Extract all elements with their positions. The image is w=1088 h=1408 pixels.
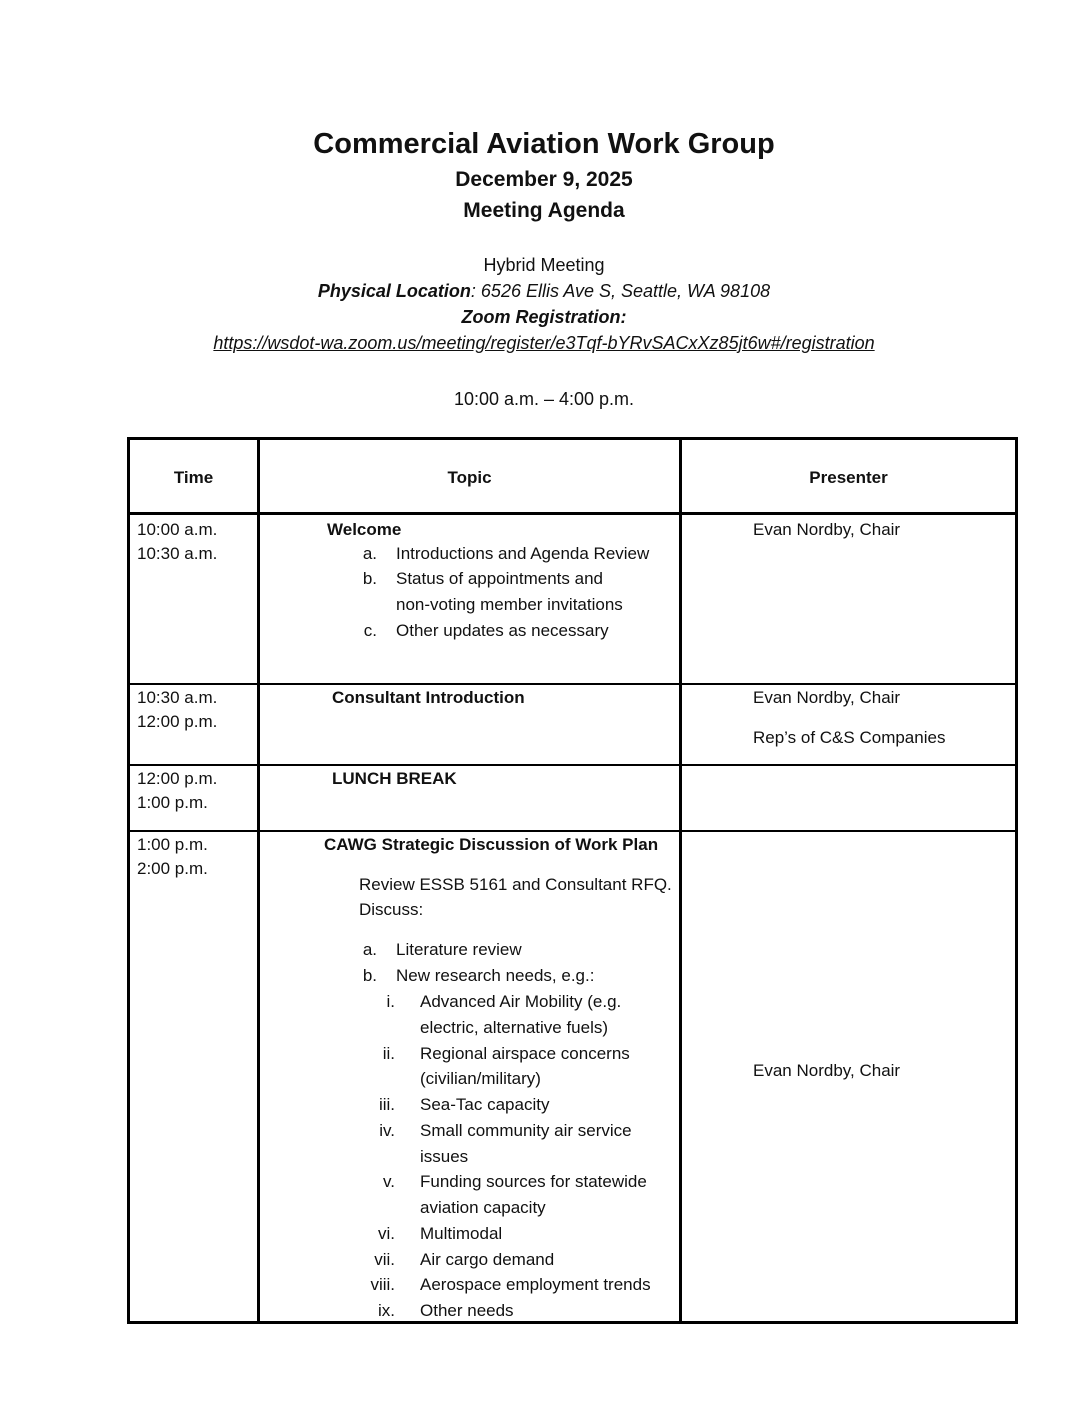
time-end: 1:00 p.m. [137,793,208,812]
presenter: Evan Nordby, Chair [753,1061,901,1080]
topic-title: Consultant Introduction [332,688,525,707]
row-divider [127,683,1018,685]
meeting-date: December 9, 2025 [455,168,633,191]
sublist-item: Funding sources for statewide [420,1172,647,1191]
list-item: Introductions and Agenda Review [396,544,650,563]
topic-title: Welcome [327,520,402,539]
topic-intro: Review ESSB 5161 and Consultant RFQ. [359,875,672,894]
sublist-item: Sea-Tac capacity [420,1095,550,1114]
physical-location-value: : 6526 Ellis Ave S, Seattle, WA 98108 [470,281,771,301]
time-start: 12:00 p.m. [137,769,218,788]
list-item: Literature review [396,940,522,959]
column-header-topic: Topic [447,468,492,487]
sublist-item: Advanced Air Mobility (e.g. [420,992,622,1011]
list-marker: b. [362,569,377,588]
presenter: Evan Nordby, Chair [753,520,901,539]
meeting-type: Hybrid Meeting [483,255,605,275]
column-divider [679,437,682,1324]
list-marker: a. [362,544,377,563]
topic-intro: Discuss: [359,900,424,919]
sublist-marker: i. [386,992,395,1011]
sublist-marker: ii. [382,1044,395,1063]
topic-title: CAWG Strategic Discussion of Work Plan [324,835,659,854]
sublist-item: electric, alternative fuels) [420,1018,609,1037]
time-end: 10:30 a.m. [137,544,218,563]
zoom-registration-label: Zoom Registration: [461,307,627,327]
presenter: Rep’s of C&S Companies [753,728,946,747]
sublist-item: Multimodal [420,1224,503,1243]
sublist-item: aviation capacity [420,1198,546,1217]
document-title: Commercial Aviation Work Group [313,128,775,160]
physical-location-line [0,281,1088,302]
time-end: 2:00 p.m. [137,859,208,878]
time-start: 10:30 a.m. [137,688,218,707]
sublist-marker: vi. [378,1224,395,1243]
column-header-presenter: Presenter [809,468,888,487]
header-divider [127,512,1018,515]
list-item: New research needs, e.g.: [396,966,595,985]
list-marker: b. [362,966,377,985]
row-divider [127,764,1018,766]
list-item: non-voting member invitations [396,595,623,614]
time-start: 10:00 a.m. [137,520,218,539]
sublist-marker: viii. [370,1275,395,1294]
sublist-item: Other needs [420,1301,514,1320]
sublist-item: Small community air service [420,1121,632,1140]
time-start: 1:00 p.m. [137,835,208,854]
physical-location-label: Physical Location [317,281,471,301]
sublist-item: Regional airspace concerns [420,1044,630,1063]
column-divider [257,437,260,1324]
list-item: Other updates as necessary [396,621,609,640]
sublist-item: Aerospace employment trends [420,1275,651,1294]
topic-title: LUNCH BREAK [332,769,457,788]
sublist-marker: vii. [374,1250,395,1269]
sublist-marker: v. [383,1172,395,1191]
sublist-item: Air cargo demand [420,1250,555,1269]
list-item: Status of appointments and [396,569,603,588]
zoom-registration-link[interactable]: https://wsdot-wa.zoom.us/meeting/register/e3Tqf-bYRvSACxXz85jt6w#/registration [213,333,875,353]
sublist-item: issues [420,1147,469,1166]
column-header-time: Time [173,468,214,487]
row-divider [127,830,1018,832]
meeting-time-range: 10:00 a.m. – 4:00 p.m. [453,389,635,409]
time-end: 12:00 p.m. [137,712,218,731]
sublist-marker: iv. [379,1121,395,1140]
presenter: Evan Nordby, Chair [753,688,901,707]
list-marker: c. [363,621,377,640]
list-marker: a. [362,940,377,959]
sublist-item: (civilian/military) [420,1069,541,1088]
sublist-marker: iii. [378,1095,395,1114]
sublist-marker: ix. [378,1301,395,1320]
document-subtitle: Meeting Agenda [463,199,625,222]
